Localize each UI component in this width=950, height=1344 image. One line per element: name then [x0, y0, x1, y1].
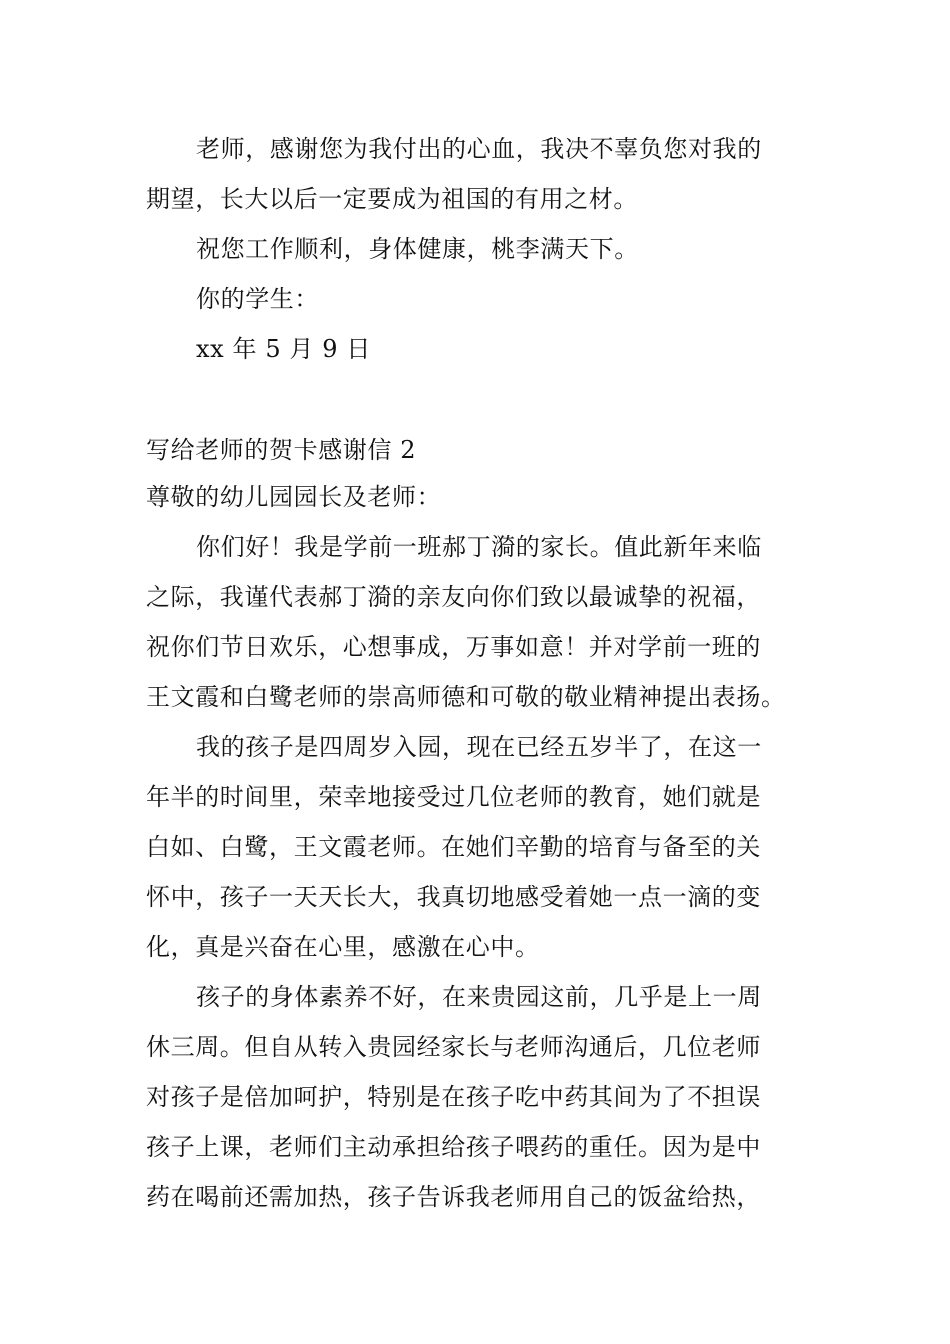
- letter1-date: xx 年 5 月 9 日: [196, 335, 371, 363]
- letter2-para3-line: 药在喝前还需加热，孩子告诉我老师用自己的饭盆给热，: [146, 1183, 761, 1211]
- letter2-para2-line: 怀中，孩子一天天长大，我真切地感受着她一点一滴的变: [146, 883, 761, 911]
- letter2-para1-line: 祝你们节日欢乐，心想事成，万事如意！并对学前一班的: [146, 633, 761, 661]
- letter1-paragraph-line: 老师，感谢您为我付出的心血，我决不辜负您对我的: [196, 135, 762, 163]
- letter2-para2-line: 化，真是兴奋在心里，感激在心中。: [146, 933, 540, 961]
- letter2-para3-line: 孩子上课，老师们主动承担给孩子喂药的重任。因为是中: [146, 1133, 761, 1161]
- letter2-salutation: 尊敬的幼儿园园长及老师：: [146, 483, 442, 511]
- letter2-para3-line: 对孩子是倍加呵护，特别是在孩子吃中药其间为了不担误: [146, 1083, 761, 1111]
- letter2-para1-line: 你们好！我是学前一班郝丁漪的家长。值此新年来临: [196, 533, 762, 561]
- letter1-signature: 你的学生：: [196, 285, 319, 313]
- letter2-title: 写给老师的贺卡感谢信 2: [146, 436, 417, 464]
- letter2-para2-line: 我的孩子是四周岁入园，现在已经五岁半了，在这一: [196, 733, 762, 761]
- letter2-para1-line: 王文霞和白鹭老师的崇高师德和可敬的敬业精神提出表扬。: [146, 683, 786, 711]
- letter2-para3-line: 孩子的身体素养不好，在来贵园这前，几乎是上一周: [196, 983, 762, 1011]
- letter1-paragraph-line: 期望，长大以后一定要成为祖国的有用之材。: [146, 185, 638, 213]
- letter2-para3-line: 休三周。但自从转入贵园经家长与老师沟通后，几位老师: [146, 1033, 761, 1061]
- letter1-wish: 祝您工作顺利，身体健康，桃李满天下。: [196, 235, 639, 263]
- letter2-para2-line: 白如、白鹭，王文霞老师。在她们辛勤的培育与备至的关: [146, 833, 761, 861]
- letter2-para2-line: 年半的时间里，荣幸地接受过几位老师的教育，她们就是: [146, 783, 761, 811]
- letter2-para1-line: 之际，我谨代表郝丁漪的亲友向你们致以最诚挚的祝福，: [146, 583, 761, 611]
